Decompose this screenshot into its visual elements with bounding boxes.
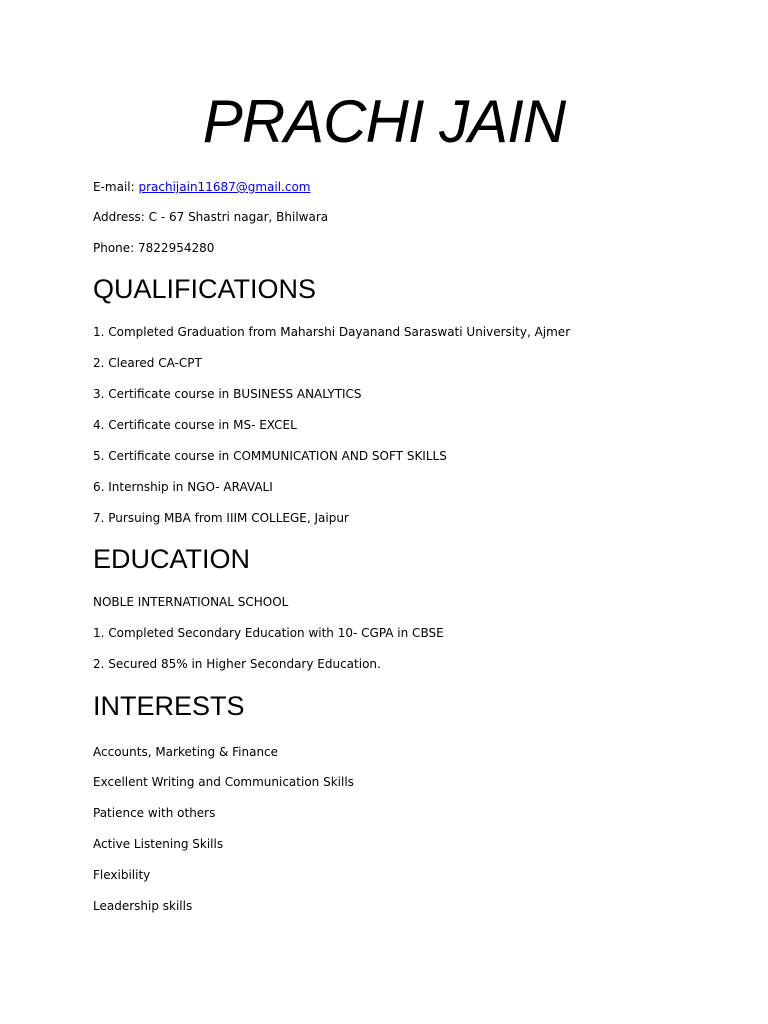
qualification-item: 6. Internship in NGO- ARAVALI	[93, 480, 273, 494]
interest-item: Excellent Writing and Communication Skills	[93, 775, 354, 789]
education-item: 2. Secured 85% in Higher Secondary Education.	[93, 657, 381, 671]
interest-item: Active Listening Skills	[93, 837, 224, 851]
email-link[interactable]: prachijain11687@gmail.com	[138, 180, 311, 194]
education-heading: EDUCATION	[93, 544, 251, 574]
qualification-item: 7. Pursuing MBA from IIIM COLLEGE, Jaipur	[93, 511, 349, 525]
interests-heading: INTERESTS	[93, 691, 245, 721]
education-item: 1. Completed Secondary Education with 10- CGPA in CBSE	[93, 626, 444, 640]
interest-item: Flexibility	[93, 868, 151, 882]
interest-item: Accounts, Marketing & Finance	[93, 745, 279, 759]
phone-line: Phone: 7822954280	[93, 241, 215, 255]
interest-item: Patience with others	[93, 806, 216, 820]
qualification-item: 4. Certificate course in MS- EXCEL	[93, 418, 297, 432]
qualification-item: 2. Cleared CA-CPT	[93, 356, 202, 370]
email-line	[93, 179, 311, 195]
qualifications-heading: QUALIFICATIONS	[93, 274, 317, 304]
email-label: E-mail:	[93, 180, 139, 194]
education-school: NOBLE INTERNATIONAL SCHOOL	[93, 595, 289, 609]
qualification-item: 5. Certificate course in COMMUNICATION AND SOFT SKILLS	[93, 449, 447, 463]
qualification-item: 1. Completed Graduation from Maharshi Dayanand Saraswati University, Ajmer	[93, 325, 571, 339]
address-line: Address: C - 67 Shastri nagar, Bhilwara	[93, 210, 329, 224]
qualification-item: 3. Certificate course in BUSINESS ANALYTICS	[93, 387, 362, 401]
interest-item: Leadership skills	[93, 899, 193, 913]
candidate-name: PRACHI JAIN	[202, 88, 566, 155]
